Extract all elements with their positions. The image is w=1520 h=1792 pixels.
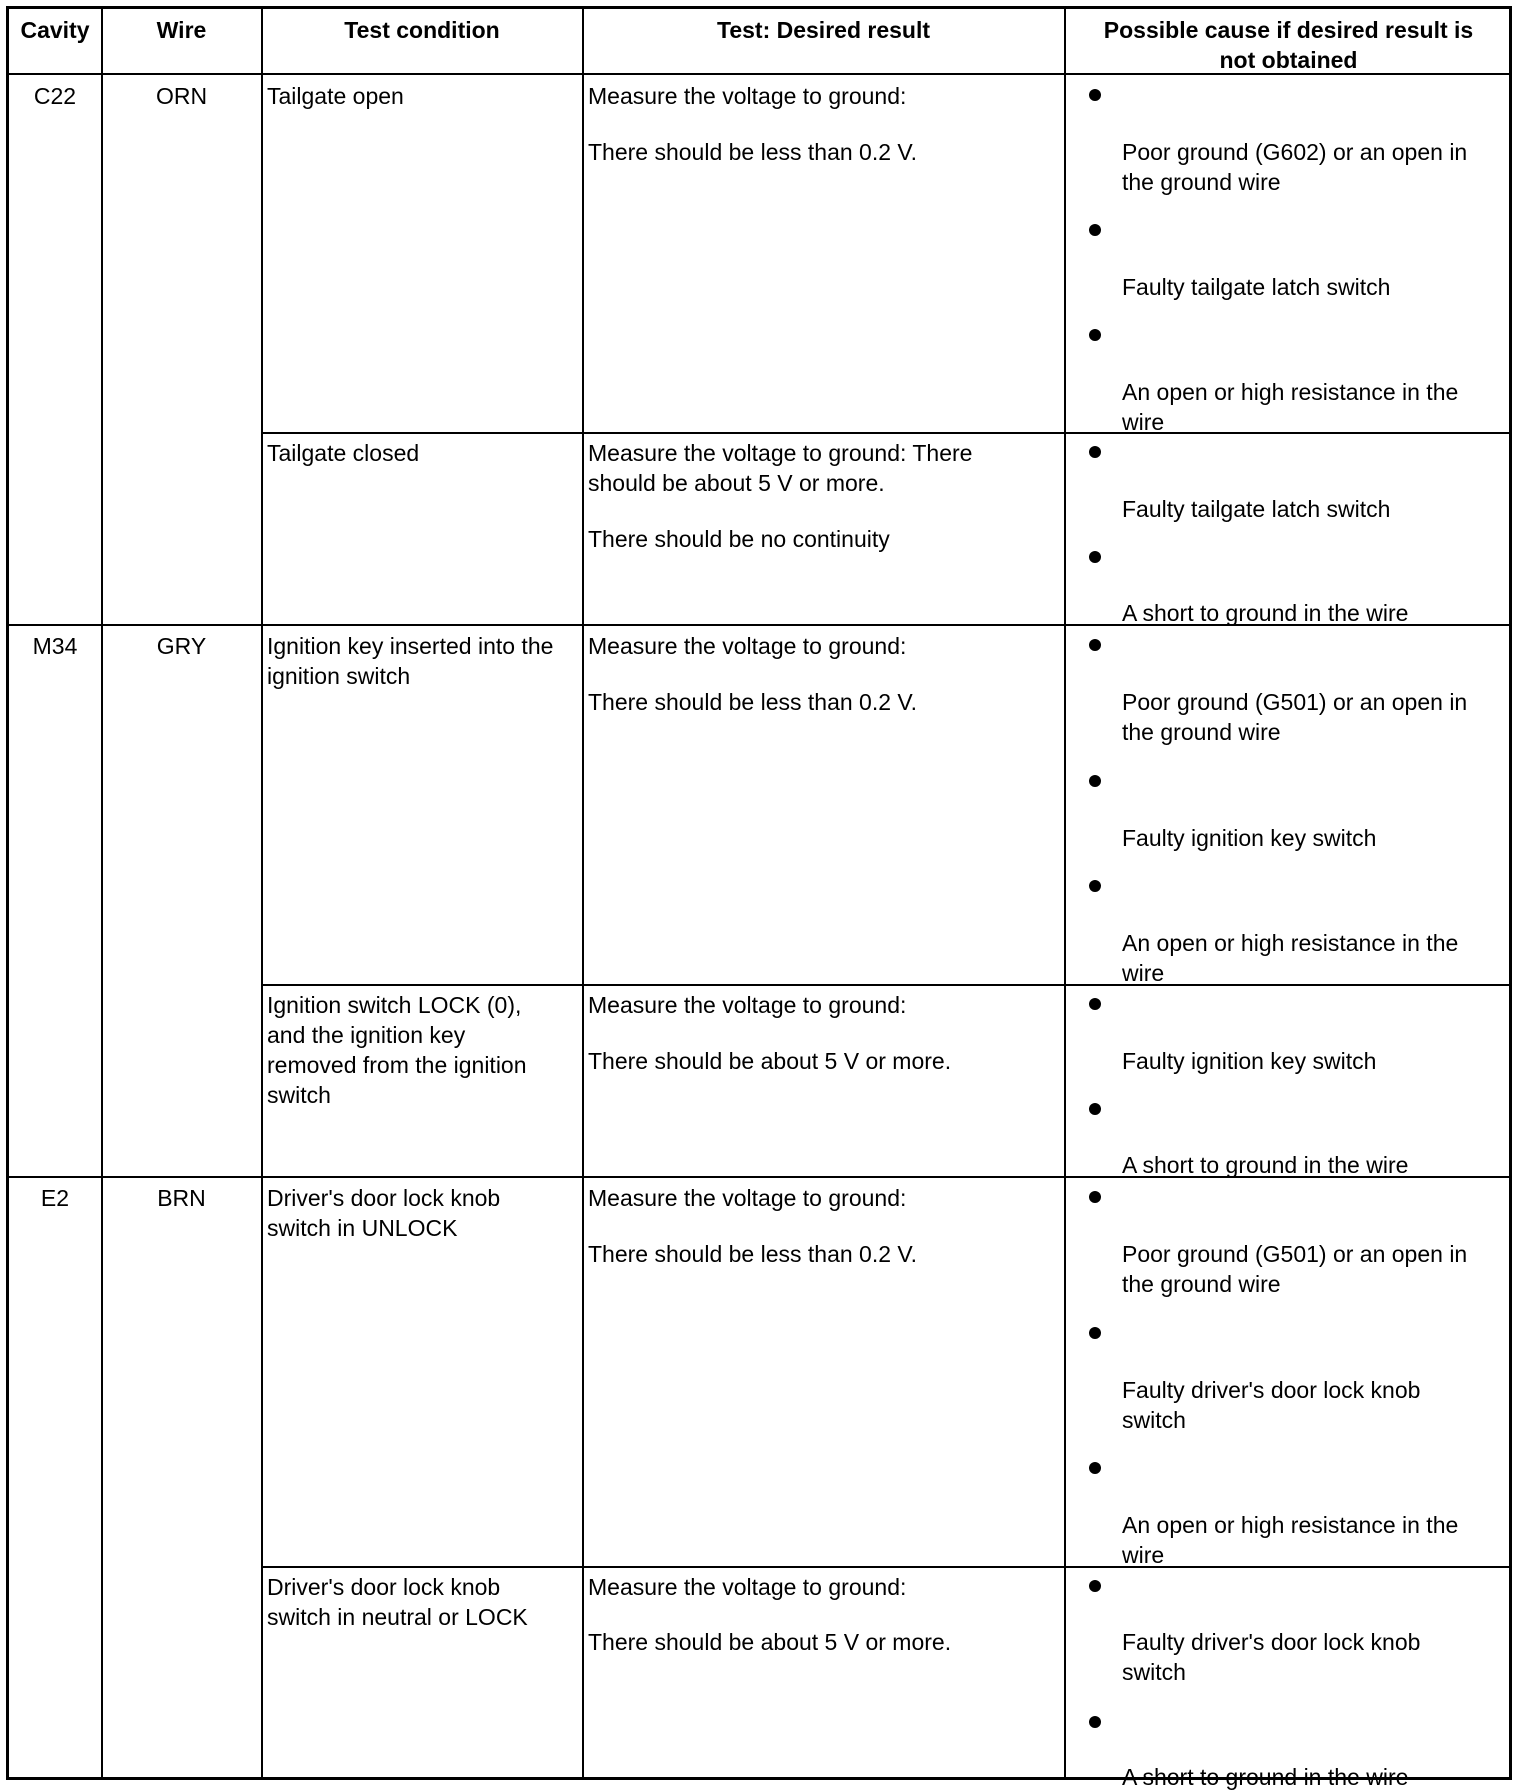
condition-line: Ignition key inserted into the [267, 633, 554, 659]
desired-result-cell [588, 631, 906, 661]
bullet-icon [1089, 775, 1101, 787]
condition-line: and the ignition key [267, 1022, 466, 1048]
cause-item [1122, 137, 1467, 197]
cause-line: Faulty driver's door lock knob [1122, 1629, 1421, 1655]
cause-item [1122, 687, 1467, 747]
col-divider [101, 9, 103, 1777]
cause-item [1122, 823, 1376, 853]
result-line: There should be no continuity [588, 526, 890, 552]
test-condition-cell [267, 1183, 500, 1243]
cause-item [1122, 928, 1458, 988]
result-line: should be about 5 V or more. [588, 470, 885, 496]
test-condition-cell [267, 81, 404, 111]
condition-line: ignition switch [267, 663, 411, 689]
cause-item [1122, 1762, 1408, 1792]
cause-item [1122, 598, 1408, 628]
cause-line: switch [1122, 1659, 1186, 1685]
cause-line: Poor ground (G501) or an open in [1122, 689, 1468, 715]
bullet-icon [1089, 329, 1101, 341]
col-divider [261, 9, 263, 1777]
cause-line: wire [1122, 1542, 1165, 1568]
header-possible-cause [1065, 15, 1512, 75]
desired-result-cell [588, 438, 972, 498]
bullet-icon [1089, 998, 1101, 1010]
condition-line: Tailgate open [267, 83, 404, 109]
cause-item [1122, 377, 1458, 437]
result-line: Measure the voltage to ground: [588, 992, 907, 1018]
cause-line: the ground wire [1122, 169, 1281, 195]
cause-line: A short to ground in the wire [1122, 1152, 1409, 1178]
header-desired-result: Test: Desired result [716, 17, 931, 43]
bullet-icon [1089, 1580, 1101, 1592]
cause-item [1122, 1627, 1420, 1687]
result-line: Measure the voltage to ground: [588, 1185, 907, 1211]
cause-item [1122, 1375, 1420, 1435]
result-line: There should be less than 0.2 V. [588, 139, 918, 165]
wire-cell: GRY [156, 633, 207, 659]
desired-result-cell [588, 524, 890, 554]
cause-line: wire [1122, 409, 1165, 435]
col-divider [582, 9, 584, 1777]
condition-line: switch in neutral or LOCK [267, 1604, 528, 1630]
cause-item [1122, 494, 1390, 524]
desired-result-cell [588, 81, 906, 111]
cause-line: Faulty ignition key switch [1122, 825, 1377, 851]
header-wire: Wire [156, 17, 207, 43]
cause-line: Faulty tailgate latch switch [1122, 496, 1391, 522]
cavity-cell: E2 [40, 1185, 70, 1211]
bullet-icon [1089, 1716, 1101, 1728]
result-line: Measure the voltage to ground: [588, 83, 907, 109]
wire-cell: BRN [157, 1185, 206, 1211]
cause-item [1122, 272, 1390, 302]
cause-item [1122, 1510, 1458, 1570]
diagnostic-table [6, 6, 1512, 1790]
test-condition-cell [267, 1572, 528, 1632]
desired-result-cell [588, 990, 906, 1020]
desired-result-cell [588, 1627, 951, 1657]
condition-line: switch [267, 1082, 331, 1108]
bullet-icon [1089, 1462, 1101, 1474]
result-line: Measure the voltage to ground: [588, 633, 907, 659]
bullet-icon [1089, 89, 1101, 101]
condition-line: Ignition switch LOCK (0), [267, 992, 522, 1018]
cause-line: Faulty driver's door lock knob [1122, 1377, 1421, 1403]
condition-line: switch in UNLOCK [267, 1215, 458, 1241]
desired-result-cell [588, 1572, 906, 1602]
cause-line: An open or high resistance in the [1122, 1512, 1459, 1538]
cause-line: A short to ground in the wire [1122, 600, 1409, 626]
header-test-condition: Test condition [344, 17, 500, 43]
cause-line: the ground wire [1122, 719, 1281, 745]
result-line: Measure the voltage to ground: [588, 1574, 907, 1600]
cause-item [1122, 1046, 1376, 1076]
result-line: There should be about 5 V or more. [588, 1629, 952, 1655]
result-line: There should be about 5 V or more. [588, 1048, 952, 1074]
bullet-icon [1089, 446, 1101, 458]
desired-result-cell [588, 1183, 906, 1213]
bullet-icon [1089, 551, 1101, 563]
cause-line: A short to ground in the wire [1122, 1764, 1409, 1790]
cavity-cell: M34 [32, 633, 78, 659]
result-line: There should be less than 0.2 V. [588, 689, 918, 715]
desired-result-cell [588, 1046, 951, 1076]
bullet-icon [1089, 224, 1101, 236]
header-cavity: Cavity [20, 17, 90, 43]
header-possible-cause-line: Possible cause if desired result is [1103, 17, 1474, 43]
condition-line: Tailgate closed [267, 440, 420, 466]
condition-line: Driver's door lock knob [267, 1185, 501, 1211]
test-condition-cell [267, 438, 419, 468]
desired-result-cell [588, 687, 917, 717]
col-divider [1064, 9, 1066, 1777]
cause-line: Poor ground (G501) or an open in [1122, 1241, 1468, 1267]
bullet-icon [1089, 639, 1101, 651]
bullet-icon [1089, 1327, 1101, 1339]
cause-item [1122, 1239, 1467, 1299]
cause-item [1122, 1150, 1408, 1180]
cause-line: An open or high resistance in the [1122, 930, 1459, 956]
cause-line: switch [1122, 1407, 1186, 1433]
test-condition-cell [267, 990, 527, 1110]
bullet-icon [1089, 1191, 1101, 1203]
desired-result-cell [588, 1239, 917, 1269]
cause-line: Faulty ignition key switch [1122, 1048, 1377, 1074]
cause-line: Poor ground (G602) or an open in [1122, 139, 1468, 165]
desired-result-cell [588, 137, 917, 167]
wire-cell: ORN [155, 83, 208, 109]
header-possible-cause-line: not obtained [1219, 47, 1358, 73]
result-line: Measure the voltage to ground: There [588, 440, 973, 466]
bullet-icon [1089, 880, 1101, 892]
test-condition-cell [267, 631, 553, 691]
result-line: There should be less than 0.2 V. [588, 1241, 918, 1267]
cause-line: An open or high resistance in the [1122, 379, 1459, 405]
cause-line: wire [1122, 960, 1165, 986]
cause-line: Faulty tailgate latch switch [1122, 274, 1391, 300]
bullet-icon [1089, 1103, 1101, 1115]
cavity-cell: C22 [33, 83, 77, 109]
cause-line: the ground wire [1122, 1271, 1281, 1297]
condition-line: Driver's door lock knob [267, 1574, 501, 1600]
condition-line: removed from the ignition [267, 1052, 527, 1078]
